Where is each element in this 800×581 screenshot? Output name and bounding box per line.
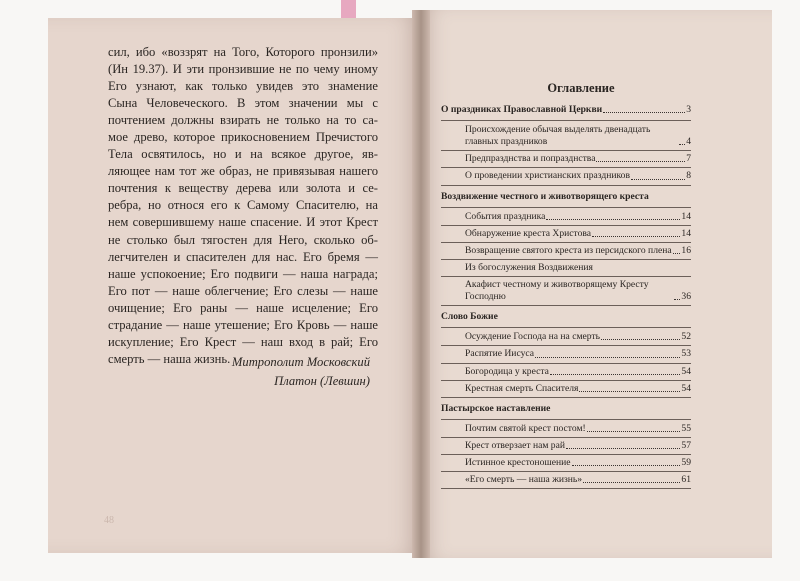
table-of-contents [441, 82, 691, 494]
toc-section-title[interactable]: Пастырское наставление [441, 403, 691, 420]
toc-page-number: 36 [681, 291, 691, 303]
toc-item[interactable] [441, 124, 691, 151]
toc-item[interactable] [441, 228, 691, 243]
toc-dot-leader [535, 357, 680, 358]
toc-section-title[interactable] [441, 104, 691, 121]
body-line: страдание — наше утешение; Его Кровь — наше [108, 317, 378, 332]
body-line: Его узнают, как только увидев это знамение [108, 79, 378, 94]
toc-dot-leader [631, 179, 685, 180]
toc-item-label: Богородица у креста [465, 365, 549, 377]
body-line: легчителен и спасителен для нас. Его бремя — [108, 249, 378, 264]
toc-item-label: Обнаружение креста Христова [465, 227, 592, 239]
toc-section-title[interactable]: Воздвижение честного и животворящего креста [441, 191, 691, 208]
quote-attribution [130, 353, 370, 391]
toc-dot-leader [673, 253, 681, 254]
toc-dot-leader [583, 482, 680, 483]
toc-item-label: Распятие Иисуса [465, 348, 535, 360]
toc-page-number: 16 [681, 244, 691, 256]
toc-item[interactable] [441, 211, 691, 226]
toc-item[interactable] [441, 383, 691, 398]
toc-section [441, 311, 691, 397]
attribution-name: Платон (Левшин) [274, 374, 370, 388]
body-line: сил, ибо «воззрят на Того, Которого пронзили» [108, 45, 378, 59]
toc-dot-leader [592, 236, 680, 237]
toc-dot-leader [572, 465, 681, 466]
toc-item-label: Возвращение святого креста из персидского плена [465, 244, 672, 256]
toc-item[interactable] [441, 245, 691, 260]
toc-item[interactable] [441, 366, 691, 381]
attribution-title: Митрополит Московский [231, 355, 370, 369]
body-line: ребра, но относя его к Самому Спасителю, на [108, 198, 378, 213]
toc-dot-leader [579, 391, 680, 392]
toc-dot-leader [596, 161, 685, 162]
toc-page-number: 54 [681, 382, 691, 394]
toc-item-label: Акафист честному и животворящему Кресту Господню [465, 279, 649, 303]
body-line: почтения к веществу дерева или золота и се- [108, 181, 378, 196]
body-line: не столько был тягостен для Него, сколько об- [108, 232, 378, 247]
body-line: почтением должны взирать не только на то са- [108, 113, 378, 128]
body-line: мое древо, которое прикосновением Пречистого [108, 130, 378, 145]
toc-item[interactable] [441, 440, 691, 455]
toc-page-number: 4 [686, 136, 691, 148]
toc-item[interactable] [441, 262, 691, 277]
toc-section-title[interactable]: Слово Божие [441, 311, 691, 328]
toc-dot-leader [674, 299, 680, 300]
quote-body-text [108, 44, 378, 368]
toc-page-number: 52 [681, 331, 691, 343]
toc-page-number: 14 [681, 227, 691, 239]
toc-item[interactable] [441, 423, 691, 438]
body-line: нем совершившему наше спасение. И этот Крест [108, 215, 378, 230]
toc-section [441, 191, 691, 307]
toc-item[interactable] [441, 474, 691, 489]
toc-item-label: События праздника [465, 210, 546, 222]
body-line: (Ин 19.37). И эти пронзившие не по чему иному [108, 62, 378, 77]
toc-item[interactable] [441, 331, 691, 346]
toc-title: Оглавление [547, 81, 615, 95]
toc-item-label: «Его смерть — наша жизнь» [465, 474, 583, 486]
body-line: очищение; Его раны — наше исцеление; Его [108, 300, 378, 315]
toc-dot-leader [679, 144, 685, 145]
toc-page-number: 54 [681, 365, 691, 377]
body-line: ляющее нам тот же образ, не привязывая нашего [108, 164, 378, 179]
toc-item-label: Осуждение Господа на на смерть [465, 331, 601, 343]
toc-dot-leader [603, 112, 685, 113]
toc-section [441, 403, 691, 489]
body-line: смерть — наша жизнь. [108, 351, 231, 366]
toc-item[interactable] [441, 153, 691, 168]
toc-dot-leader [587, 431, 681, 432]
toc-item-label: Истинное крестоношение [465, 456, 571, 468]
toc-dot-leader [550, 374, 681, 375]
body-line: Тела освятилось, но и на всякое другое, яв- [108, 147, 378, 162]
toc-page-number: 8 [686, 170, 691, 182]
toc-page-number: 14 [681, 210, 691, 222]
toc-item-label: Почтим святой крест постом! [465, 422, 586, 434]
toc-page-number: 3 [686, 104, 691, 116]
toc-item-label: О проведении христианских праздников [465, 170, 631, 182]
toc-page-number: 59 [681, 456, 691, 468]
toc-dot-leader [546, 219, 680, 220]
toc-page-number: 7 [686, 153, 691, 165]
toc-item[interactable] [441, 279, 691, 306]
body-line: наше успокоение; Его подвиги — наша награда; [108, 266, 378, 281]
toc-section [441, 104, 691, 185]
toc-item[interactable] [441, 348, 691, 363]
toc-dot-leader [601, 339, 680, 340]
toc-item-label: Предпразднства и попразднства [465, 153, 596, 165]
toc-section-label: О праздниках Православной Церкви [441, 104, 603, 116]
toc-item[interactable] [441, 457, 691, 472]
toc-item-label: Из богослужения Воздвижения [465, 261, 593, 273]
toc-sections [441, 104, 691, 489]
toc-page-number: 57 [681, 439, 691, 451]
toc-item-label: Происхождение обычая выделять двенадцать главных праздников [465, 124, 651, 148]
body-line: Его пот — наше облегчение; Его слезы — наше [108, 283, 378, 298]
toc-item-label: Крест отверзает нам рай [465, 439, 565, 451]
toc-dot-leader [566, 448, 680, 449]
toc-page-number: 55 [681, 422, 691, 434]
toc-page-number: 61 [681, 474, 691, 486]
page-number: 48 [104, 515, 114, 526]
toc-item[interactable] [441, 170, 691, 185]
body-line: искупление; Его Крест — наш вход в рай; Его [108, 334, 378, 349]
toc-item-label: Крестная смерть Спасителя [465, 382, 579, 394]
book-gutter [412, 10, 430, 558]
toc-page-number: 53 [681, 348, 691, 360]
body-line: Сына Человеческого. В этом значении мы с [108, 96, 378, 111]
